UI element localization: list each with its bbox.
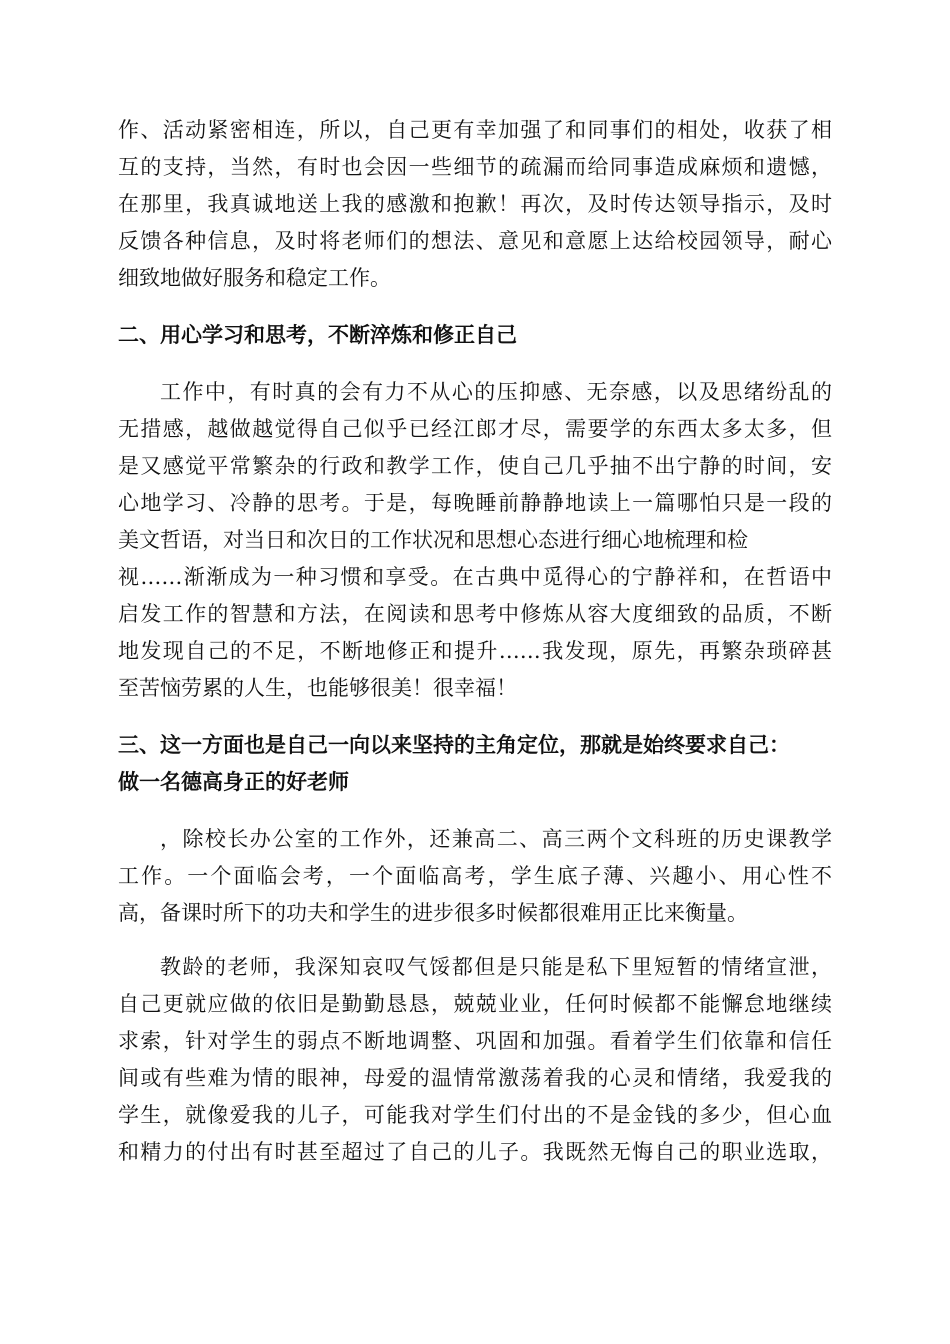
paragraph-1 [118,112,832,297]
text-line: 反馈各种信息，及时将老师们的想法、意见和意愿上达给校园领导，耐心 [118,229,832,253]
text-line: 学生，就像爱我的儿子，可能我对学生们付出的不是金钱的多少，但心血 [118,1103,832,1127]
paragraph-3 [118,821,832,932]
section-heading-3 [118,727,832,801]
text-line: 工作中，有时真的会有力不从心的压抑感、无奈感，以及思绪纷乱的 [160,380,832,404]
text-line: 细致地做好服务和稳定工作。 [118,266,391,290]
text-line: 作、活动紧密相连，所以，自己更有幸加强了和同事们的相处，收获了相 [118,118,832,142]
text-line: 无措感，越做越觉得自己似乎已经江郎才尽，需要学的东西太多太多，但 [118,417,832,441]
text-line: 视……渐渐成为一种习惯和享受。在古典中觅得心的宁静祥和，在哲语中 [118,565,832,589]
heading-line: 做一名德高身正的好老师 [118,770,349,794]
text-line: 在那里，我真诚地送上我的感激和抱歉！再次，及时传达领导指示，及时 [118,192,832,216]
text-line: 是又感觉平常繁杂的行政和教学工作，使自己几乎抽不出宁静的时间，安 [118,454,832,478]
text-line: 互的支持，当然，有时也会因一些细节的疏漏而给同事造成麻烦和遗憾， [118,155,832,179]
text-line: 高，备课时所下的功夫和学生的进步很多时候都很难用正比来衡量。 [118,901,748,925]
text-line: 求索，针对学生的弱点不断地调整、巩固和加强。看着学生们依靠和信任 [118,1029,832,1053]
text-line: 地发现自己的不足，不断地修正和提升……我发现，原先，再繁杂琐碎甚 [118,639,832,663]
text-line: 美文哲语，对当日和次日的工作状况和思想心态进行细心地梳理和检 [118,528,748,552]
heading-line: 三、这一方面也是自己一向以来坚持的主角定位，那就是始终要求自己： [118,733,790,757]
text-line: 启发工作的智慧和方法，在阅读和思考中修炼从容大度细致的品质，不断 [118,602,832,626]
text-line: 间或有些难为情的眼神，母爱的温情常激荡着我的心灵和情绪，我爱我的 [118,1066,832,1090]
section-heading-2: 二、用心学习和思考，不断淬炼和修正自己 [118,323,517,347]
paragraph-4 [118,949,832,1171]
text-line: 和精力的付出有时甚至超过了自己的儿子。我既然无悔自己的职业选取， [118,1140,832,1164]
text-line: 工作。一个面临会考，一个面临高考，学生底子薄、兴趣小、用心性不 [118,864,832,888]
text-line: 教龄的老师，我深知哀叹气馁都但是只能是私下里短暂的情绪宣泄， [160,955,832,979]
text-line: 至苦恼劳累的人生，也能够很美！很幸福！ [118,676,517,700]
paragraph-2 [118,374,832,707]
text-line: 心地学习、冷静的思考。于是，每晚睡前静静地读上一篇哪怕只是一段的 [118,491,832,515]
text-line: ，除校长办公室的工作外，还兼高二、高三两个文科班的历史课教学 [160,827,832,851]
text-line: 自己更就应做的依旧是勤勤恳恳，兢兢业业，任何时候都不能懈怠地继续 [118,992,832,1016]
